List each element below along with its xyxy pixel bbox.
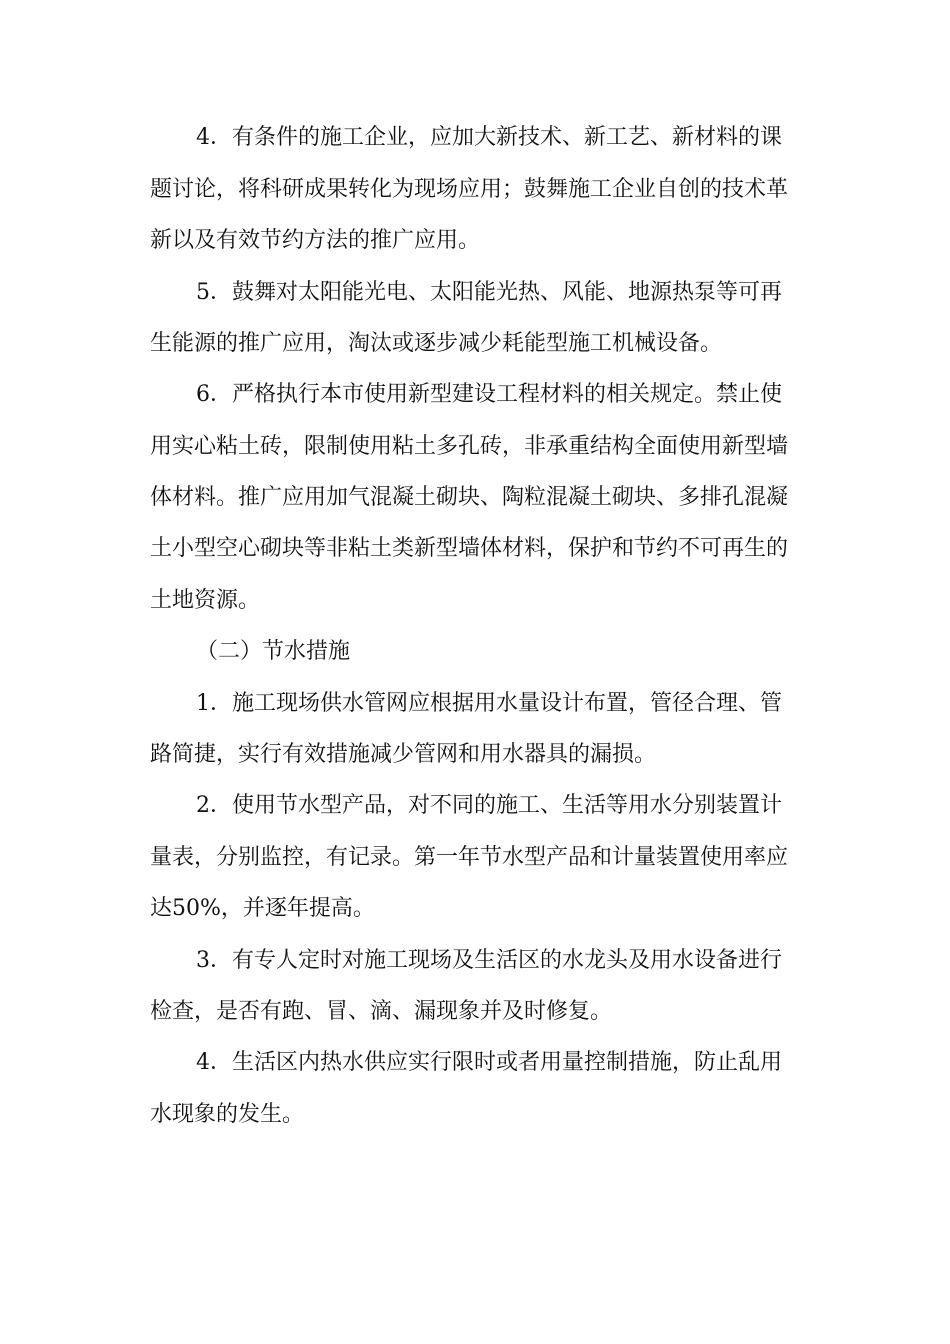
- paragraph-line: 用实心粘土砖，限制使用粘土多孔砖，非承重结构全面使用新型墙: [150, 434, 789, 459]
- paragraph-line: 体材料。推广应用加气混凝土砌块、陶粒混凝土砌块、多排孔混凝: [150, 485, 789, 510]
- paragraph-line: 路简捷，实行有效措施减少管网和用水器具的漏损。: [150, 742, 657, 767]
- paragraph-line: 3．有专人定时对施工现场及生活区的水龙头及用水设备进行: [196, 948, 782, 973]
- paragraph-line: 检查，是否有跑、冒、滴、漏现象并及时修复。: [150, 999, 613, 1024]
- paragraph-line: 水现象的发生。: [150, 1102, 305, 1127]
- paragraph-line: 新以及有效节约方法的推广应用。: [150, 228, 481, 253]
- paragraph-line: 6．严格执行本市使用新型建设工程材料的相关规定。禁止使: [196, 382, 782, 407]
- paragraph-line: 达50%，并逐年提高。: [150, 896, 375, 921]
- paragraph-line: 1．施工现场供水管网应根据用水量设计布置，管径合理、管: [196, 691, 782, 716]
- paragraph-line: 土地资源。: [150, 588, 261, 613]
- paragraph-line: 4．有条件的施工企业，应加大新技术、新工艺、新材料的课: [196, 125, 782, 150]
- paragraph-line: 4．生活区内热水供应实行限时或者用量控制措施，防止乱用: [196, 1050, 782, 1075]
- paragraph-line: 题讨论，将科研成果转化为现场应用；鼓舞施工企业自创的技术革: [150, 177, 789, 202]
- paragraph-line: 5．鼓舞对太阳能光电、太阳能光热、风能、地源热泵等可再: [196, 280, 782, 305]
- paragraph-line: 2．使用节水型产品，对不同的施工、生活等用水分别装置计: [196, 793, 782, 818]
- paragraph-line: 量表，分别监控，有记录。第一年节水型产品和计量装置使用率应: [150, 845, 789, 870]
- section-heading: （二）节水措施: [196, 639, 351, 664]
- paragraph-line: 生能源的推广应用，淘汰或逐步减少耗能型施工机械设备。: [150, 331, 723, 356]
- paragraph-line: 土小型空心砌块等非粘土类新型墙体材料，保护和节约不可再生的: [150, 536, 789, 561]
